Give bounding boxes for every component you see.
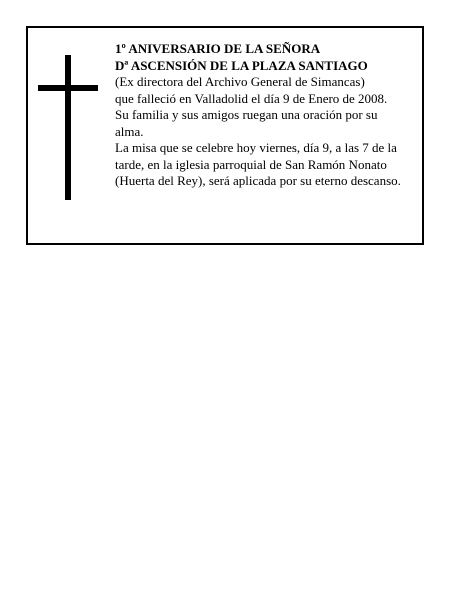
notice-prayer-line1: Su familia y sus amigos ruegan una oración por su (115, 107, 378, 122)
notice-mass-line2: tarde, en la iglesia parroquial de San Ramón Nonato (115, 156, 387, 172)
cross-horizontal-bar (38, 85, 98, 91)
notice-heading-line1: 1º ANIVERSARIO DE LA SEÑORA (115, 41, 321, 56)
obituary-notice (26, 26, 424, 245)
notice-mass-line1: La misa que se celebre hoy viernes, día 9, a las 7 de la (115, 140, 397, 155)
notice-death-line: que falleció en Valladolid el día 9 de Enero de 2008. (115, 90, 388, 106)
cross-icon (38, 55, 98, 200)
cross-vertical-bar (65, 55, 71, 200)
notice-heading-line2: Dª ASCENSIÓN DE LA PLAZA SANTIAGO (115, 57, 368, 73)
notice-text (115, 41, 415, 190)
notice-mass-line3: (Huerta del Rey), será aplicada por su eterno descanso. (115, 173, 401, 188)
notice-subtitle: (Ex directora del Archivo General de Simancas) (115, 74, 365, 89)
notice-prayer-line2: alma. (115, 123, 144, 139)
